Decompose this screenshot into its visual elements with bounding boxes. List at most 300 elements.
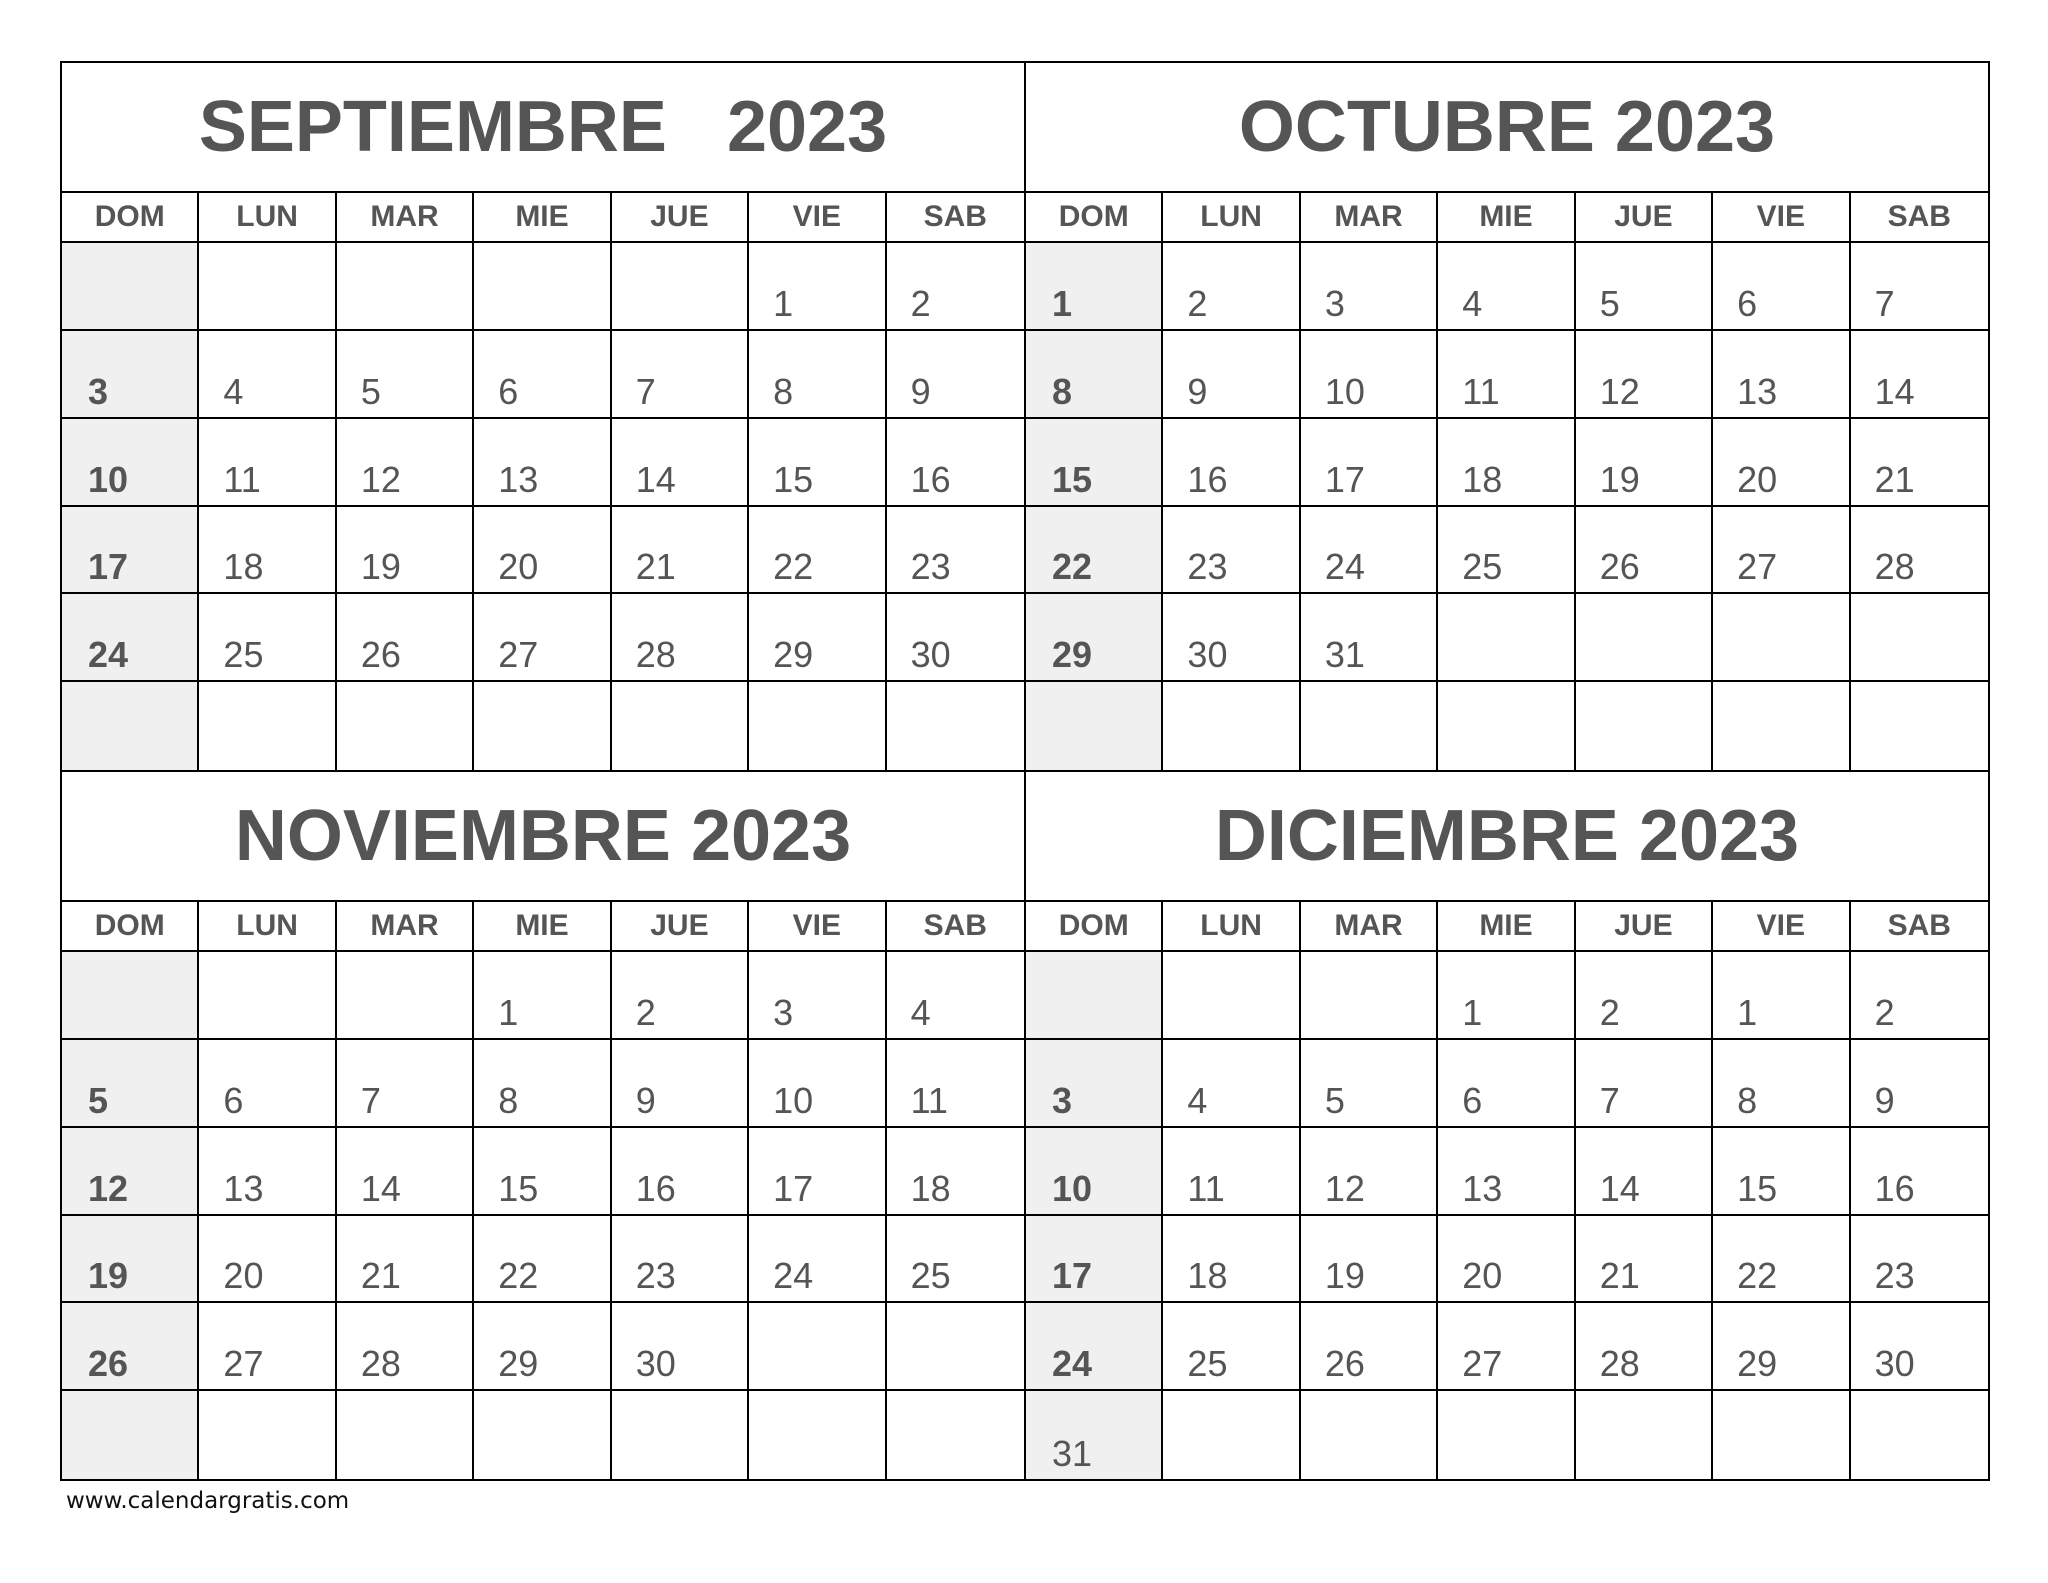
- day-cell: [337, 1391, 474, 1479]
- day-cell: [1576, 682, 1713, 770]
- day-number: 29: [773, 634, 814, 676]
- sunday-cell: [62, 331, 199, 417]
- day-number: 21: [1599, 1255, 1640, 1297]
- day-cell: [1851, 419, 1988, 505]
- day-number: 16: [910, 458, 951, 500]
- day-cell: [337, 952, 474, 1038]
- day-number: 5: [88, 1079, 109, 1121]
- day-cell: [612, 419, 749, 505]
- day-cell: [199, 507, 336, 593]
- day-cell: [199, 682, 336, 770]
- weekday-label: LUN: [1163, 193, 1300, 241]
- day-cell: [1438, 331, 1575, 417]
- week-row: [62, 243, 1024, 331]
- day-number: 23: [1187, 546, 1228, 588]
- day-cell: [1163, 419, 1300, 505]
- day-number: 3: [1052, 1079, 1073, 1121]
- day-cell: [1576, 1216, 1713, 1302]
- weekday-label: MIE: [474, 902, 611, 950]
- day-number: 6: [498, 370, 519, 412]
- weekday-label: SAB: [1887, 200, 1951, 233]
- day-cell: [1438, 1303, 1575, 1389]
- day-number: 2: [1874, 991, 1895, 1033]
- day-number: 23: [910, 546, 951, 588]
- day-number: 26: [1324, 1343, 1365, 1385]
- weekday-label: DOM: [62, 193, 199, 241]
- day-cell: [1301, 243, 1438, 329]
- week-row: [1026, 1391, 1988, 1479]
- day-cell: [1163, 1391, 1300, 1479]
- day-number: 25: [1187, 1343, 1228, 1385]
- day-number: 26: [1599, 546, 1640, 588]
- month-calendar: [62, 63, 1026, 772]
- day-number: 14: [360, 1167, 401, 1209]
- day-cell: [749, 1128, 886, 1214]
- day-cell: [1576, 594, 1713, 680]
- month-calendar: [62, 772, 1026, 1481]
- day-number: 4: [223, 370, 244, 412]
- day-number: 4: [1462, 282, 1483, 324]
- sunday-cell: [62, 507, 199, 593]
- day-cell: [1163, 243, 1300, 329]
- week-row: [1026, 1040, 1988, 1128]
- day-cell: [1438, 1216, 1575, 1302]
- day-cell: [1163, 1128, 1300, 1214]
- weekday-label: SAB: [1887, 909, 1951, 942]
- day-number: 1: [1052, 282, 1073, 324]
- day-cell: [887, 682, 1024, 770]
- day-cell: [749, 1216, 886, 1302]
- day-cell: [612, 952, 749, 1038]
- day-number: 24: [1324, 546, 1365, 588]
- day-cell: [1438, 594, 1575, 680]
- day-number: 9: [1874, 1079, 1895, 1121]
- day-number: 13: [498, 458, 539, 500]
- week-row: [62, 1303, 1024, 1391]
- day-number: 16: [1874, 1167, 1915, 1209]
- day-cell: [474, 952, 611, 1038]
- day-cell: [474, 507, 611, 593]
- sunday-cell: [62, 1040, 199, 1126]
- day-number: 15: [773, 458, 814, 500]
- day-cell: [1163, 1040, 1300, 1126]
- week-row: [1026, 331, 1988, 419]
- day-cell: [1301, 331, 1438, 417]
- day-number: 23: [635, 1255, 676, 1297]
- day-number: 8: [1052, 370, 1073, 412]
- week-row: [62, 507, 1024, 595]
- sunday-cell: [1026, 243, 1163, 329]
- sunday-cell: [62, 952, 199, 1038]
- day-cell: [337, 594, 474, 680]
- weekday-label: JUE: [1576, 902, 1713, 950]
- day-cell: [1438, 682, 1575, 770]
- day-number: 31: [1324, 634, 1365, 676]
- day-number: 1: [1462, 991, 1483, 1033]
- day-number: 12: [88, 1167, 129, 1209]
- week-row: [1026, 1128, 1988, 1216]
- day-number: 3: [773, 991, 794, 1033]
- day-cell: [1851, 682, 1988, 770]
- sunday-cell: [1026, 1128, 1163, 1214]
- week-row: [1026, 419, 1988, 507]
- day-number: 11: [223, 458, 261, 500]
- weekday-label: MIE: [1438, 902, 1575, 950]
- day-cell: [1713, 1391, 1850, 1479]
- weekday-label: SAB: [923, 909, 987, 942]
- day-cell: [474, 1040, 611, 1126]
- day-cell: [612, 1128, 749, 1214]
- day-cell: [1851, 594, 1988, 680]
- weeks-grid: [1026, 243, 1988, 770]
- day-cell: [474, 1128, 611, 1214]
- month-calendar: [1026, 772, 1990, 1481]
- day-cell: [337, 1128, 474, 1214]
- day-number: 7: [1874, 282, 1895, 324]
- day-cell: [474, 1216, 611, 1302]
- day-cell: [612, 1040, 749, 1126]
- day-cell: [1576, 1040, 1713, 1126]
- day-cell: [1713, 507, 1850, 593]
- week-row: [1026, 682, 1988, 770]
- day-number: 27: [1462, 1343, 1503, 1385]
- day-cell: [199, 1216, 336, 1302]
- day-cell: [1713, 952, 1850, 1038]
- day-number: 27: [223, 1343, 264, 1385]
- day-cell: [887, 507, 1024, 593]
- day-number: 22: [1737, 1255, 1778, 1297]
- day-cell: [1713, 1128, 1850, 1214]
- day-number: 29: [1052, 634, 1093, 676]
- day-cell: [1576, 1303, 1713, 1389]
- day-cell: [612, 243, 749, 329]
- day-number: 17: [1324, 458, 1365, 500]
- day-number: 18: [910, 1167, 951, 1209]
- week-row: [1026, 1216, 1988, 1304]
- day-cell: [1301, 1303, 1438, 1389]
- day-cell: [474, 331, 611, 417]
- day-cell: [1851, 1040, 1988, 1126]
- day-number: 14: [1599, 1167, 1640, 1209]
- day-number: 20: [1462, 1255, 1503, 1297]
- weekday-label: JUE: [612, 902, 749, 950]
- sunday-cell: [1026, 507, 1163, 593]
- day-cell: [1163, 331, 1300, 417]
- day-number: 14: [1874, 370, 1915, 412]
- day-number: 6: [223, 1079, 244, 1121]
- day-cell: [474, 594, 611, 680]
- weekday-header-row: [62, 902, 1024, 952]
- weekday-label: VIE: [1713, 902, 1850, 950]
- day-cell: [1438, 1128, 1575, 1214]
- day-cell: [1851, 331, 1988, 417]
- day-number: 25: [223, 634, 264, 676]
- weekday-label: MAR: [337, 193, 474, 241]
- day-cell: [612, 594, 749, 680]
- day-number: 1: [498, 991, 519, 1033]
- week-row: [62, 1216, 1024, 1304]
- sunday-cell: [1026, 419, 1163, 505]
- day-cell: [612, 1303, 749, 1389]
- day-cell: [1576, 1128, 1713, 1214]
- day-cell: [1713, 1040, 1850, 1126]
- day-cell: [1163, 682, 1300, 770]
- sunday-cell: [1026, 1303, 1163, 1389]
- day-number: 28: [360, 1343, 401, 1385]
- day-number: 11: [1187, 1167, 1225, 1209]
- day-cell: [1576, 507, 1713, 593]
- day-cell: [749, 507, 886, 593]
- weeks-grid: [1026, 952, 1988, 1479]
- day-cell: [1301, 1391, 1438, 1479]
- day-number: 12: [360, 458, 401, 500]
- day-number: 8: [498, 1079, 519, 1121]
- day-cell: [1438, 419, 1575, 505]
- day-cell: [199, 594, 336, 680]
- day-cell: [199, 1303, 336, 1389]
- day-cell: [887, 243, 1024, 329]
- day-cell: [1713, 682, 1850, 770]
- week-row: [62, 1391, 1024, 1479]
- day-cell: [1163, 1303, 1300, 1389]
- weekday-label: JUE: [612, 193, 749, 241]
- day-cell: [749, 594, 886, 680]
- day-cell: [1438, 1391, 1575, 1479]
- day-number: 23: [1874, 1255, 1915, 1297]
- day-number: 3: [88, 370, 109, 412]
- day-number: 4: [1187, 1079, 1208, 1121]
- day-number: 13: [1462, 1167, 1503, 1209]
- day-number: 5: [360, 370, 381, 412]
- sunday-cell: [1026, 952, 1163, 1038]
- day-cell: [474, 1303, 611, 1389]
- weekday-label: LUN: [1163, 902, 1300, 950]
- day-number: 7: [1599, 1079, 1620, 1121]
- day-number: 7: [635, 370, 656, 412]
- day-cell: [337, 331, 474, 417]
- month-title: OCTUBRE 2023: [1026, 63, 1988, 193]
- day-number: 8: [1737, 1079, 1758, 1121]
- day-number: 19: [88, 1255, 129, 1297]
- day-cell: [887, 331, 1024, 417]
- day-number: 22: [498, 1255, 539, 1297]
- day-cell: [749, 1303, 886, 1389]
- weekday-label: VIE: [749, 193, 886, 241]
- day-number: 5: [1324, 1079, 1345, 1121]
- week-row: [1026, 594, 1988, 682]
- website-url: www.calendargratis.com: [66, 1488, 350, 1514]
- weekday-label: SAB: [923, 200, 987, 233]
- sunday-cell: [1026, 1040, 1163, 1126]
- day-number: 21: [635, 546, 676, 588]
- sunday-cell: [1026, 1391, 1163, 1479]
- day-cell: [612, 1391, 749, 1479]
- day-cell: [1851, 1128, 1988, 1214]
- day-number: 30: [635, 1343, 676, 1385]
- day-number: 9: [1187, 370, 1208, 412]
- weekday-label: MIE: [474, 193, 611, 241]
- day-number: 30: [1187, 634, 1228, 676]
- day-cell: [1576, 243, 1713, 329]
- day-number: 9: [635, 1079, 656, 1121]
- day-number: 28: [635, 634, 676, 676]
- sunday-cell: [1026, 682, 1163, 770]
- day-number: 20: [1737, 458, 1778, 500]
- weekday-header-row: [1026, 193, 1988, 243]
- day-cell: [1576, 1391, 1713, 1479]
- weekday-header-row: [62, 193, 1024, 243]
- week-row: [1026, 243, 1988, 331]
- sunday-cell: [62, 1391, 199, 1479]
- day-cell: [199, 952, 336, 1038]
- day-cell: [1301, 1128, 1438, 1214]
- day-number: 13: [223, 1167, 264, 1209]
- day-cell: [1438, 1040, 1575, 1126]
- sunday-cell: [1026, 1216, 1163, 1302]
- sunday-cell: [62, 419, 199, 505]
- day-number: 11: [910, 1079, 948, 1121]
- day-cell: [1301, 419, 1438, 505]
- day-cell: [1851, 1391, 1988, 1479]
- week-row: [62, 1040, 1024, 1128]
- day-number: 22: [773, 546, 814, 588]
- day-number: 28: [1599, 1343, 1640, 1385]
- day-cell: [1851, 243, 1988, 329]
- day-cell: [887, 1216, 1024, 1302]
- sunday-cell: [62, 1128, 199, 1214]
- day-cell: [749, 1040, 886, 1126]
- day-cell: [1713, 419, 1850, 505]
- day-cell: [199, 1128, 336, 1214]
- day-cell: [1163, 952, 1300, 1038]
- day-number: 24: [773, 1255, 814, 1297]
- weekday-header-row: [1026, 902, 1988, 952]
- day-cell: [1163, 507, 1300, 593]
- day-cell: [337, 1040, 474, 1126]
- day-cell: [1163, 594, 1300, 680]
- week-row: [62, 682, 1024, 770]
- day-cell: [1713, 1216, 1850, 1302]
- day-cell: [1576, 419, 1713, 505]
- day-cell: [1851, 507, 1988, 593]
- day-number: 21: [360, 1255, 401, 1297]
- weekday-label: DOM: [62, 902, 199, 950]
- day-number: 1: [1737, 991, 1758, 1033]
- sunday-cell: [62, 682, 199, 770]
- day-cell: [1301, 682, 1438, 770]
- day-cell: [1851, 1216, 1988, 1302]
- day-cell: [887, 419, 1024, 505]
- day-cell: [749, 682, 886, 770]
- weekday-label: MAR: [1301, 902, 1438, 950]
- weekday-label: VIE: [749, 902, 886, 950]
- day-cell: [887, 594, 1024, 680]
- day-number: 30: [910, 634, 951, 676]
- day-cell: [1851, 1303, 1988, 1389]
- day-number: 26: [88, 1343, 129, 1385]
- day-cell: [887, 1303, 1024, 1389]
- day-cell: [474, 682, 611, 770]
- week-row: [1026, 1303, 1988, 1391]
- weekday-label: LUN: [199, 902, 336, 950]
- sunday-cell: [62, 594, 199, 680]
- day-number: 21: [1874, 458, 1915, 500]
- weekday-label: VIE: [1713, 193, 1850, 241]
- day-number: 20: [223, 1255, 264, 1297]
- day-cell: [1576, 952, 1713, 1038]
- weekday-label: MIE: [1438, 193, 1575, 241]
- day-number: 17: [1052, 1255, 1093, 1297]
- day-number: 16: [635, 1167, 676, 1209]
- day-number: 3: [1324, 282, 1345, 324]
- week-row: [1026, 952, 1988, 1040]
- day-number: 1: [773, 282, 794, 324]
- day-number: 31: [1052, 1433, 1093, 1474]
- weeks-grid: [62, 243, 1024, 770]
- day-number: 14: [635, 458, 676, 500]
- week-row: [62, 1128, 1024, 1216]
- day-number: 15: [498, 1167, 539, 1209]
- day-cell: [1438, 507, 1575, 593]
- day-cell: [1438, 243, 1575, 329]
- day-cell: [612, 1216, 749, 1302]
- day-number: 18: [1462, 458, 1503, 500]
- weekday-label: DOM: [1026, 902, 1163, 950]
- weekday-label: DOM: [1026, 193, 1163, 241]
- day-number: 10: [88, 458, 129, 500]
- month-title: SEPTIEMBRE 2023: [62, 63, 1024, 193]
- day-number: 18: [1187, 1255, 1228, 1297]
- day-number: 9: [910, 370, 931, 412]
- week-row: [62, 419, 1024, 507]
- day-cell: [749, 419, 886, 505]
- week-row: [62, 331, 1024, 419]
- day-number: 19: [1599, 458, 1640, 500]
- day-cell: [1713, 331, 1850, 417]
- day-cell: [199, 243, 336, 329]
- day-number: 10: [1324, 370, 1365, 412]
- day-number: 2: [1599, 991, 1620, 1033]
- day-cell: [612, 507, 749, 593]
- day-number: 26: [360, 634, 401, 676]
- day-number: 10: [773, 1079, 814, 1121]
- sunday-cell: [1026, 594, 1163, 680]
- sunday-cell: [62, 1216, 199, 1302]
- sunday-cell: [62, 1303, 199, 1389]
- day-cell: [1163, 1216, 1300, 1302]
- day-number: 19: [1324, 1255, 1365, 1297]
- day-number: 29: [1737, 1343, 1778, 1385]
- day-number: 4: [910, 991, 931, 1033]
- day-number: 11: [1462, 370, 1500, 412]
- day-number: 19: [360, 546, 401, 588]
- day-cell: [1713, 1303, 1850, 1389]
- month-title: NOVIEMBRE 2023: [62, 772, 1024, 902]
- day-number: 5: [1599, 282, 1620, 324]
- day-cell: [199, 1391, 336, 1479]
- calendar-sheet: [60, 61, 1990, 1481]
- day-cell: [337, 682, 474, 770]
- day-cell: [474, 243, 611, 329]
- day-number: 15: [1052, 458, 1093, 500]
- week-row: [62, 594, 1024, 682]
- weekday-label: MAR: [1301, 193, 1438, 241]
- weekday-label: LUN: [199, 193, 336, 241]
- day-number: 13: [1737, 370, 1778, 412]
- day-cell: [337, 1216, 474, 1302]
- sunday-cell: [1026, 331, 1163, 417]
- day-number: 27: [498, 634, 539, 676]
